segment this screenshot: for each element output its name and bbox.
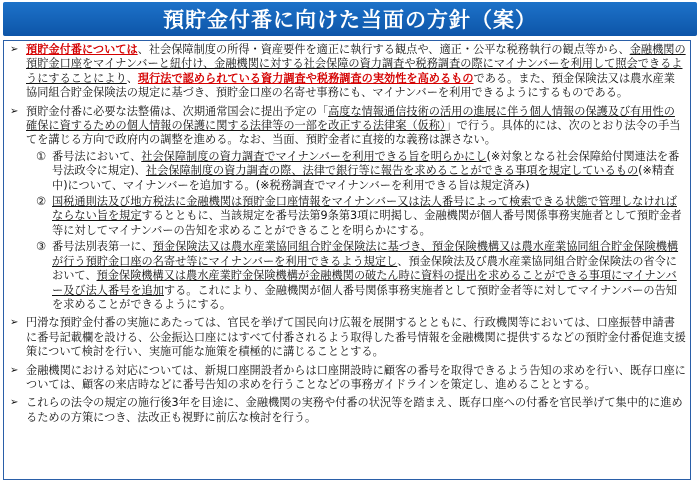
page-title: 預貯金付番に向けた当面の方針（案）	[3, 2, 697, 36]
item-text-underlined: 預金保険法又は農水産業協同組合貯金保険法に基づき、預金保険機構又は農水産業協同組合貯金保険機構が行う預貯金口座の名寄せ等にマイナンバーを利用できるよう規定し	[52, 240, 679, 268]
paragraph-5	[10, 396, 686, 425]
p2-intro: 預貯金付番に必要な法整備は、次期通常国会に提出予定の「	[26, 104, 329, 118]
item-number: ②	[36, 195, 47, 209]
paragraph-3	[10, 316, 686, 359]
p3-text: 円滑な預貯金付番の実施にあたっては、官民を挙げて国民向け広報を展開するとともに、行政機関等においては、口座振替申請書に番号記載欄を設ける、公金振込口座にはすべて付番されるよう取得した番号情報を金融機関に提供するなどの預貯金付番促進支援策について検討を行い、実施可能な施策を積極的に講じることとする。	[26, 316, 686, 359]
item-text: 、預金保険法及び農水産業協同組合貯金保険法の省令において、	[52, 254, 677, 283]
measure-item-2	[36, 195, 686, 238]
item-text-underlined: 社会保障制度の資力調査の際、法律で銀行等に報告を求めることができる事項を規定しているもの	[145, 164, 639, 178]
item-text: 番号法別表第一に、	[52, 240, 153, 254]
arrow-bullet-icon: ➢	[10, 105, 19, 117]
item-text: する。これにより、金融機関が個人番号関係事務実施者として預貯金者等に対してマイナンバーの告知を求めることができるようにする。	[52, 283, 677, 311]
p1-text-d: である。また、預金保険法又は農水産業協同組合貯金保険法の規定に基づき、預貯金口座の名寄せ事務にも、マイナンバーを利用できるようにするものである。	[26, 71, 675, 100]
p1-text-b: 金融機関の預貯金口座をマイナンバーと紐付け、金融機関に対する社会保障の資力調査や税務調査の際にマイナンバーを利用して照会できるようにすることにより	[26, 43, 686, 85]
measure-item-3	[36, 240, 686, 312]
paragraph-1	[10, 43, 686, 101]
p4-text: 金融機関における対応については、新規口座開設者からは口座開設時に顧客の番号を取得できるよう告知の求めを行い、既存口座については、顧客の来店時などに番号告知の求めを行うことなどの事務ガイドラインを策定し、進めることとする。	[26, 363, 686, 391]
policy-body	[3, 40, 691, 480]
arrow-bullet-icon: ➢	[10, 44, 19, 55]
p1-lead: 預貯金付番については	[26, 43, 138, 56]
measure-list	[26, 150, 686, 312]
item-number: ③	[36, 240, 47, 254]
item-text-underlined: 国税通則法及び地方税法に金融機関は預貯金口座情報をマイナンバー又は法人番号によって検索できる状態で管理しなければならない旨を規定	[52, 195, 677, 223]
item-text: (※対象となる社会保障給付関連法を番号法政令に規定)、	[52, 149, 680, 178]
paragraph-2	[10, 105, 686, 313]
p2-intro-end: 」で行う。具体的には、次のとおり法令の手当てを講じる方向で政府内の調整を進める。なお、当面、預貯金者に直接的な義務は課さない。	[26, 119, 681, 147]
arrow-bullet-icon: ➢	[10, 317, 19, 329]
measure-item-1	[36, 150, 686, 193]
item-text: するとともに、当該規定を番号法第9条第3項に明掲し、金融機関が個人番号関係事務実施者として預貯金者等に対してマイナンバーの告知を求めることができることを明らかにする。	[52, 209, 682, 237]
item-text-underlined: 社会保障制度の資力調査でマイナンバーを利用できる旨を明らかにし	[141, 149, 487, 163]
item-text-underlined: 預金保険機構又は農水産業貯金保険機構が金融機関の破たん時に資料の提出を求めることができる事項にマイナンバー及び法人番号を追加	[52, 269, 677, 297]
paragraph-4	[10, 364, 686, 393]
p5-text: これらの法令の規定の施行後3年を目途に、金融機関の実務や付番の状況等を踏まえ、既存口座への付番を官民挙げて集中的に進めるための方策につき、法改正も視野に前広な検討を行う。	[26, 396, 683, 424]
item-text: (※精査中)について、マイナンバーを追加する。(※税務調査でマイナンバーを利用できる旨は規定済み)	[52, 164, 675, 192]
arrow-bullet-icon: ➢	[10, 364, 19, 376]
arrow-bullet-icon: ➢	[10, 397, 19, 409]
p1-text-c: 、	[126, 71, 138, 85]
item-number: ①	[36, 149, 47, 163]
item-text: 番号法において、	[52, 149, 142, 163]
p1-emphasis: 現行法で認められている資力調査や税務調査の実効性を高めるもの	[137, 71, 474, 85]
p2-bill-name: 高度な情報通信技術の活用の進展に伴う個人情報の保護及び有用性の確保に資するための個人情報の保護に関する法律等の一部を改正する法律案（仮称）	[26, 104, 675, 133]
p1-text-a: 、社会保障制度の所得・資産要件を適正に執行する観点や、適正・公平な税務執行の観点等から、	[137, 43, 630, 56]
